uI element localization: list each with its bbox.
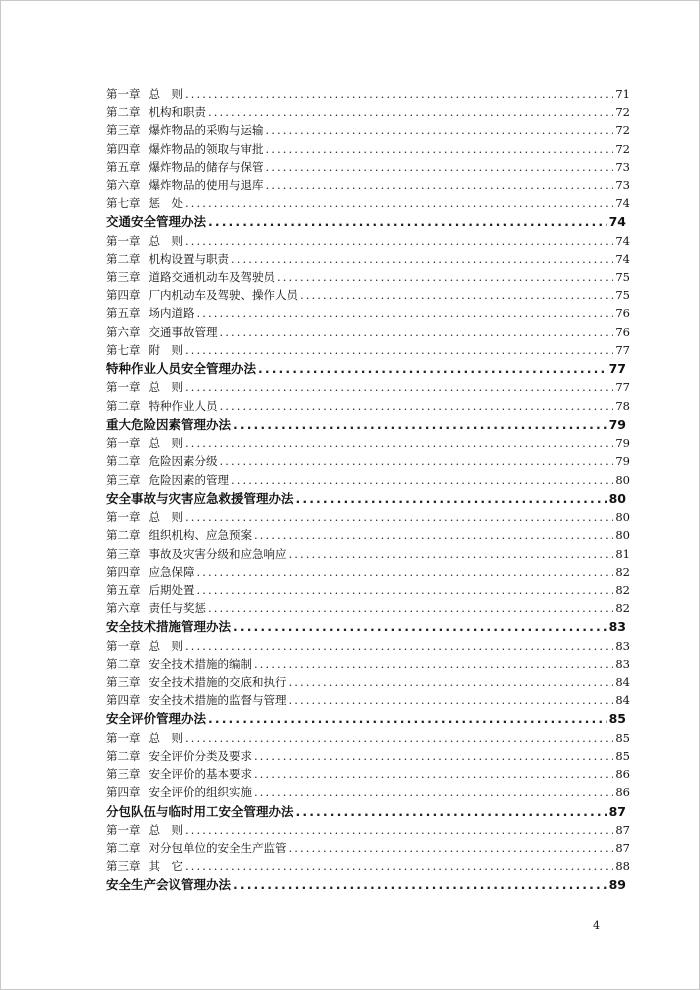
toc-chapter-entry[interactable] xyxy=(106,250,630,268)
toc-chapter-entry[interactable] xyxy=(106,341,630,359)
toc-entry-title: 总 则 xyxy=(148,638,183,653)
table-of-contents xyxy=(106,85,630,895)
toc-chapter-entry[interactable] xyxy=(106,378,630,396)
toc-chapter-entry[interactable] xyxy=(106,121,630,139)
toc-chapter-number: 第二章 xyxy=(106,454,141,469)
toc-chapter-number: 第五章 xyxy=(106,306,141,321)
toc-dot-leader xyxy=(266,121,614,139)
toc-entry-title: 后期处置 xyxy=(148,582,195,597)
toc-page-number: 85 xyxy=(608,711,626,727)
toc-entry-title: 安全技术措施的交底和执行 xyxy=(148,675,287,690)
toc-chapter-entry[interactable] xyxy=(106,176,630,194)
toc-page-number: 85 xyxy=(615,748,630,763)
toc-dot-leader xyxy=(231,471,613,489)
toc-chapter-entry[interactable] xyxy=(106,691,630,709)
toc-chapter-number: 第二章 xyxy=(106,528,141,543)
toc-page-number: 82 xyxy=(615,582,630,597)
toc-entry-title: 特种作业人员安全管理办法 xyxy=(106,361,257,377)
toc-chapter-entry[interactable] xyxy=(106,397,630,415)
toc-entry-title: 安全技术措施的编制 xyxy=(148,656,252,671)
toc-section-entry[interactable] xyxy=(106,875,630,894)
toc-dot-leader xyxy=(277,268,613,286)
toc-dot-leader xyxy=(208,709,607,728)
toc-entry-title: 爆炸物品的使用与退库 xyxy=(148,177,264,192)
toc-entry-title: 交通安全管理办法 xyxy=(106,214,207,230)
toc-chapter-number: 第三章 xyxy=(106,472,141,487)
toc-chapter-entry[interactable] xyxy=(106,323,630,341)
toc-chapter-number: 第七章 xyxy=(106,342,141,357)
toc-entry-title: 爆炸物品的领取与审批 xyxy=(148,141,264,156)
toc-page-number: 77 xyxy=(615,342,630,357)
toc-page-number: 76 xyxy=(615,306,630,321)
toc-page-number: 88 xyxy=(615,859,630,874)
toc-page-number: 87 xyxy=(608,803,626,819)
toc-page-number: 73 xyxy=(615,177,630,192)
toc-dot-leader xyxy=(208,599,613,617)
toc-chapter-entry[interactable] xyxy=(106,581,630,599)
toc-page-number: 87 xyxy=(615,822,630,837)
toc-chapter-number: 第二章 xyxy=(106,251,141,266)
toc-page-number: 74 xyxy=(615,233,630,248)
toc-chapter-number: 第三章 xyxy=(106,546,141,561)
toc-dot-leader xyxy=(254,526,613,544)
toc-page-number: 84 xyxy=(615,693,630,708)
toc-chapter-number: 第六章 xyxy=(106,324,141,339)
toc-page-number: 80 xyxy=(615,528,630,543)
toc-chapter-number: 第二章 xyxy=(106,656,141,671)
toc-page-number: 80 xyxy=(615,510,630,525)
toc-chapter-number: 第五章 xyxy=(106,159,141,174)
toc-page-number: 79 xyxy=(615,436,630,451)
toc-section-entry[interactable] xyxy=(106,415,630,434)
toc-dot-leader xyxy=(254,747,613,765)
toc-entry-title: 道路交通机动车及驾驶员 xyxy=(148,270,275,285)
toc-page-number: 85 xyxy=(615,730,630,745)
toc-dot-leader xyxy=(185,341,613,359)
toc-page-number: 86 xyxy=(615,785,630,800)
toc-page-number: 82 xyxy=(615,601,630,616)
toc-chapter-number: 第六章 xyxy=(106,601,141,616)
page-number: 4 xyxy=(593,919,600,932)
toc-entry-title: 安全评价管理办法 xyxy=(106,711,207,727)
toc-chapter-number: 第四章 xyxy=(106,564,141,579)
toc-entry-title: 机构设置与职责 xyxy=(148,251,229,266)
toc-page-number: 76 xyxy=(615,324,630,339)
toc-section-entry[interactable] xyxy=(106,709,630,728)
toc-entry-title: 安全评价的组织实施 xyxy=(148,785,252,800)
toc-chapter-number: 第一章 xyxy=(106,510,141,525)
toc-entry-title: 安全技术措施的监督与管理 xyxy=(148,693,287,708)
toc-page-number: 72 xyxy=(615,141,630,156)
toc-entry-title: 责任与奖惩 xyxy=(148,601,206,616)
toc-dot-leader xyxy=(296,489,607,508)
toc-chapter-entry[interactable] xyxy=(106,158,630,176)
toc-dot-leader xyxy=(197,581,614,599)
toc-dot-leader xyxy=(185,637,613,655)
toc-entry-title: 危险因素的管理 xyxy=(148,472,229,487)
toc-chapter-entry[interactable] xyxy=(106,85,630,103)
toc-chapter-entry[interactable] xyxy=(106,857,630,875)
toc-chapter-number: 第二章 xyxy=(106,105,141,120)
toc-dot-leader xyxy=(185,729,613,747)
toc-entry-title: 重大危险因素管理办法 xyxy=(106,416,232,432)
toc-page-number: 89 xyxy=(608,877,626,893)
toc-dot-leader xyxy=(233,875,607,894)
toc-section-entry[interactable] xyxy=(106,802,630,821)
toc-page-number: 79 xyxy=(608,416,626,432)
toc-chapter-entry[interactable] xyxy=(106,637,630,655)
toc-chapter-entry[interactable] xyxy=(106,304,630,322)
toc-chapter-entry[interactable] xyxy=(106,194,630,212)
toc-chapter-number: 第二章 xyxy=(106,841,141,856)
toc-entry-title: 事故及灾害分级和应急响应 xyxy=(148,546,287,561)
toc-dot-leader xyxy=(254,765,613,783)
toc-entry-title: 总 则 xyxy=(148,436,183,451)
toc-chapter-entry[interactable] xyxy=(106,452,630,470)
toc-entry-title: 危险因素分级 xyxy=(148,454,218,469)
toc-chapter-number: 第四章 xyxy=(106,693,141,708)
toc-dot-leader xyxy=(254,783,613,801)
toc-chapter-number: 第三章 xyxy=(106,859,141,874)
toc-dot-leader xyxy=(185,821,613,839)
toc-dot-leader xyxy=(208,103,613,121)
toc-chapter-number: 第三章 xyxy=(106,675,141,690)
toc-page-number: 72 xyxy=(615,123,630,138)
toc-chapter-number: 第一章 xyxy=(106,436,141,451)
toc-chapter-number: 第一章 xyxy=(106,730,141,745)
toc-entry-title: 机构和职责 xyxy=(148,105,206,120)
toc-chapter-entry[interactable] xyxy=(106,599,630,617)
toc-dot-leader xyxy=(197,304,614,322)
toc-dot-leader xyxy=(231,250,613,268)
toc-chapter-entry[interactable] xyxy=(106,526,630,544)
toc-entry-title: 爆炸物品的储存与保管 xyxy=(148,159,264,174)
toc-chapter-entry[interactable] xyxy=(106,673,630,691)
toc-chapter-entry[interactable] xyxy=(106,729,630,747)
toc-page-number: 82 xyxy=(615,564,630,579)
toc-chapter-number: 第一章 xyxy=(106,87,141,101)
toc-entry-title: 总 则 xyxy=(148,822,183,837)
toc-section-entry[interactable] xyxy=(106,212,630,231)
toc-entry-title: 场内道路 xyxy=(148,306,195,321)
toc-page-number: 87 xyxy=(615,841,630,856)
toc-chapter-entry[interactable] xyxy=(106,655,630,673)
toc-chapter-number: 第三章 xyxy=(106,270,141,285)
toc-dot-leader xyxy=(233,617,607,636)
toc-entry-title: 安全技术措施管理办法 xyxy=(106,619,232,635)
toc-page-number: 71 xyxy=(615,87,630,101)
toc-dot-leader xyxy=(185,194,613,212)
toc-page-number: 84 xyxy=(615,675,630,690)
toc-dot-leader xyxy=(300,286,613,304)
toc-entry-title: 总 则 xyxy=(148,510,183,525)
toc-dot-leader xyxy=(197,563,614,581)
toc-chapter-number: 第四章 xyxy=(106,785,141,800)
toc-page-number: 74 xyxy=(615,196,630,211)
toc-dot-leader xyxy=(185,434,613,452)
toc-page-number: 75 xyxy=(615,270,630,285)
toc-chapter-number: 第三章 xyxy=(106,767,141,782)
toc-entry-title: 总 则 xyxy=(148,87,183,101)
toc-chapter-number: 第四章 xyxy=(106,288,141,303)
toc-entry-title: 应急保障 xyxy=(148,564,195,579)
toc-chapter-entry[interactable] xyxy=(106,563,630,581)
toc-page-number: 74 xyxy=(615,251,630,266)
toc-entry-title: 交通事故管理 xyxy=(148,324,218,339)
toc-entry-title: 其 它 xyxy=(148,859,183,874)
toc-page-number: 80 xyxy=(615,472,630,487)
toc-page-number: 74 xyxy=(608,214,626,230)
toc-dot-leader xyxy=(185,85,613,103)
toc-page-number: 75 xyxy=(615,288,630,303)
toc-page-number: 83 xyxy=(615,656,630,671)
toc-page-number: 81 xyxy=(615,546,630,561)
toc-page-number: 83 xyxy=(608,619,626,635)
toc-section-entry[interactable] xyxy=(106,617,630,636)
toc-dot-leader xyxy=(220,323,614,341)
toc-entry-title: 爆炸物品的采购与运输 xyxy=(148,123,264,138)
toc-dot-leader xyxy=(266,140,614,158)
toc-chapter-entry[interactable] xyxy=(106,821,630,839)
toc-dot-leader xyxy=(289,839,614,857)
toc-dot-leader xyxy=(220,397,614,415)
toc-chapter-entry[interactable] xyxy=(106,839,630,857)
toc-chapter-number: 第一章 xyxy=(106,638,141,653)
toc-entry-title: 惩 处 xyxy=(148,196,183,211)
toc-dot-leader xyxy=(185,857,613,875)
toc-page-number: 86 xyxy=(615,767,630,782)
toc-dot-leader xyxy=(220,452,614,470)
toc-chapter-entry[interactable] xyxy=(106,286,630,304)
toc-chapter-number: 第七章 xyxy=(106,196,141,211)
toc-dot-leader xyxy=(233,415,607,434)
toc-dot-leader xyxy=(266,158,614,176)
toc-entry-title: 安全事故与灾害应急救援管理办法 xyxy=(106,490,294,506)
toc-dot-leader xyxy=(185,378,613,396)
toc-entry-title: 分包队伍与临时用工安全管理办法 xyxy=(106,803,294,819)
toc-chapter-entry[interactable] xyxy=(106,103,630,121)
toc-entry-title: 安全评价分类及要求 xyxy=(148,748,252,763)
toc-chapter-entry[interactable] xyxy=(106,140,630,158)
toc-page-number: 79 xyxy=(615,454,630,469)
toc-section-entry[interactable] xyxy=(106,489,630,508)
toc-chapter-entry[interactable] xyxy=(106,765,630,783)
toc-page-number: 80 xyxy=(608,490,626,506)
toc-entry-title: 总 则 xyxy=(148,380,183,395)
toc-chapter-number: 第三章 xyxy=(106,123,141,138)
toc-dot-leader xyxy=(185,508,613,526)
toc-chapter-entry[interactable] xyxy=(106,471,630,489)
toc-chapter-entry[interactable] xyxy=(106,232,630,250)
toc-chapter-entry[interactable] xyxy=(106,508,630,526)
toc-chapter-number: 第六章 xyxy=(106,177,141,192)
toc-dot-leader xyxy=(289,545,614,563)
toc-entry-title: 附 则 xyxy=(148,342,183,357)
toc-chapter-entry[interactable] xyxy=(106,783,630,801)
toc-dot-leader xyxy=(258,359,607,378)
toc-chapter-entry[interactable] xyxy=(106,434,630,452)
toc-entry-title: 组织机构、应急预案 xyxy=(148,528,252,543)
toc-chapter-entry[interactable] xyxy=(106,268,630,286)
toc-chapter-number: 第四章 xyxy=(106,141,141,156)
toc-dot-leader xyxy=(254,655,613,673)
toc-section-entry[interactable] xyxy=(106,359,630,378)
toc-chapter-number: 第一章 xyxy=(106,380,141,395)
toc-chapter-number: 第五章 xyxy=(106,582,141,597)
toc-page-number: 78 xyxy=(615,398,630,413)
toc-chapter-number: 第一章 xyxy=(106,233,141,248)
toc-entry-title: 对分包单位的安全生产监管 xyxy=(148,841,287,856)
toc-entry-title: 总 则 xyxy=(148,730,183,745)
toc-entry-title: 总 则 xyxy=(148,233,183,248)
toc-page-number: 72 xyxy=(615,105,630,120)
toc-dot-leader xyxy=(289,673,614,691)
toc-entry-title: 厂内机动车及驾驶、操作人员 xyxy=(148,288,298,303)
toc-chapter-number: 第二章 xyxy=(106,398,141,413)
toc-entry-title: 安全评价的基本要求 xyxy=(148,767,252,782)
toc-page-number: 77 xyxy=(608,361,626,377)
toc-chapter-number: 第二章 xyxy=(106,748,141,763)
toc-page-number: 73 xyxy=(615,159,630,174)
toc-chapter-number: 第一章 xyxy=(106,822,141,837)
toc-dot-leader xyxy=(185,232,613,250)
toc-chapter-entry[interactable] xyxy=(106,545,630,563)
toc-page-number: 83 xyxy=(615,638,630,653)
toc-dot-leader xyxy=(289,691,614,709)
toc-chapter-entry[interactable] xyxy=(106,747,630,765)
toc-entry-title: 特种作业人员 xyxy=(148,398,218,413)
toc-page-number: 77 xyxy=(615,380,630,395)
toc-entry-title: 安全生产会议管理办法 xyxy=(106,877,232,893)
toc-dot-leader xyxy=(266,176,614,194)
toc-dot-leader xyxy=(296,802,607,821)
toc-dot-leader xyxy=(208,212,607,231)
